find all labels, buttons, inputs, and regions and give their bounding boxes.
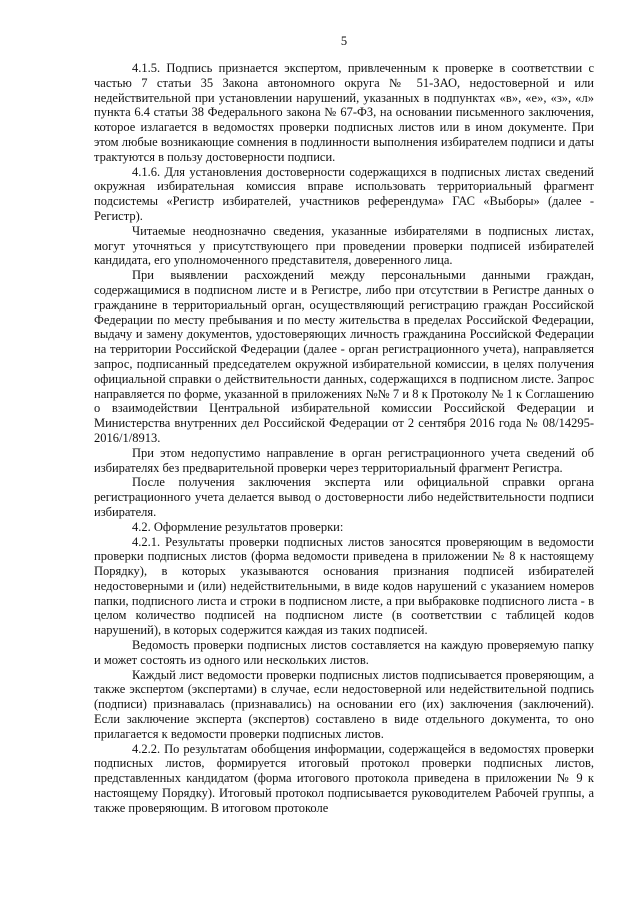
page-number: 5 (340, 34, 348, 48)
paragraph-statement-per-folder: Ведомость проверки подписных листов составляется на каждую проверяемую папку и может состоять из одного или нескольких листов. (94, 638, 594, 667)
paragraph-discrepancies: При выявлении расхождений между персональными данными граждан, содержащимися в подписном листе и в Регистре, либо при отсутствии в Регистре данных о гражданине в территориальный орган, осуществляющий регистрацию граждан Российской Федерации по месту пребывания и по месту жительства в пределах Российской Федерации, выдачу и замену документов, удостоверяющих личность гражданина Российской Федерации на территории Российской Федерации (далее - орган регистрационного учета), направляется запрос, подписанный председателем окружной избирательной комиссии, в целях получения официальной справки о действительности данных, содержащихся в подписном листе. Запрос направляется по форме, указанной в приложениях №№ 7 и 8 к Протоколу № 1 к Соглашению о взаимодействии Центральной избирательной комиссии Российской Федерации и Министерства внутренних дел Российской Федерации от 2 сентября 2016 года № 08/14295-2016/1/8913. (94, 268, 594, 445)
paragraph-4-2-1: 4.2.1. Результаты проверки подписных листов заносятся проверяющим в ведомости проверки подписных листов (форма ведомости приведена в приложении № 8 к настоящему Порядку), в которых указываются основания признания подписей избирателей недостоверными и (или) недействительными, в виде кодов нарушений с указанием номеров папки, подписного листа и строки в подписном листе, а при выбраковке подписного листа - в целом количество подписей на подписном листе (в соответствии с таблицей кодов нарушений), в которых содержится каждая из таких подписей. (94, 534, 594, 638)
paragraph-4-2-heading: 4.2. Оформление результатов проверки: (132, 519, 344, 534)
paragraph-4-2-2: 4.2.2. По результатам обобщения информации, содержащейся в ведомостях проверки подписных листов, формируется итоговый протокол проверки подписных листов, представленных кандидатом (форма итогового протокола приведена в приложении № 9 к настоящему Порядку). Итоговый протокол подписывается руководителем Рабочей группы, а также проверяющим. В итоговом протоколе (94, 741, 594, 815)
paragraph-conclusion: После получения заключения эксперта или официальной справки органа регистрационного учета делается вывод о достоверности либо недействительности подписи избирателя. (94, 475, 594, 519)
paragraph-inadmissible-request: При этом недопустимо направление в орган регистрационного учета сведений об избирателях без предварительной проверки через территориальный фрагмент Регистра. (94, 445, 594, 475)
paragraph-ambiguous-data: Читаемые неоднозначно сведения, указанные избирателями в подписных листах, могут уточняться у присутствующего при проведении проверки подписей избирателей кандидата, его уполномоченного представителя, доверенного лица. (94, 223, 594, 268)
paragraph-4-1-6: 4.1.6. Для установления достоверности содержащихся в подписных листах сведений окружная избирательная комиссия вправе использовать территориальный фрагмент подсистемы «Регистр избирателей, участников референдума» ГАС «Выборы» (далее - Регистр). (94, 164, 594, 223)
paragraph-4-1-5: 4.1.5. Подпись признается экспертом, привлеченным к проверке в соответствии с частью 7 статьи 35 Закона автономного округа № 51-ЗАО, недостоверной и или недействительной при установлении нарушений, указанных в подпунктах «в», «е», «з», «л» пункта 6.4 статьи 38 Федерального закона № 67-ФЗ, на основании письменного заключения, которое излагается в ведомостях проверки подписных листов или в ином документе. При этом любые возникающие сомнения в подлинности выполнения избирателем подписи и даты трактуются в пользу достоверности подписи. (94, 61, 594, 164)
paragraph-statement-signing: Каждый лист ведомости проверки подписных листов подписывается проверяющим, а также экспертом (экспертами) в случае, если недостоверной или недействительной подпись (подписи) признавалась (признавались) на основании его (их) заключения (заключений). Если заключение эксперта (экспертов) составлено в виде отдельного документа, то оно прилагается к ведомости проверки подписных листов. (94, 667, 594, 741)
